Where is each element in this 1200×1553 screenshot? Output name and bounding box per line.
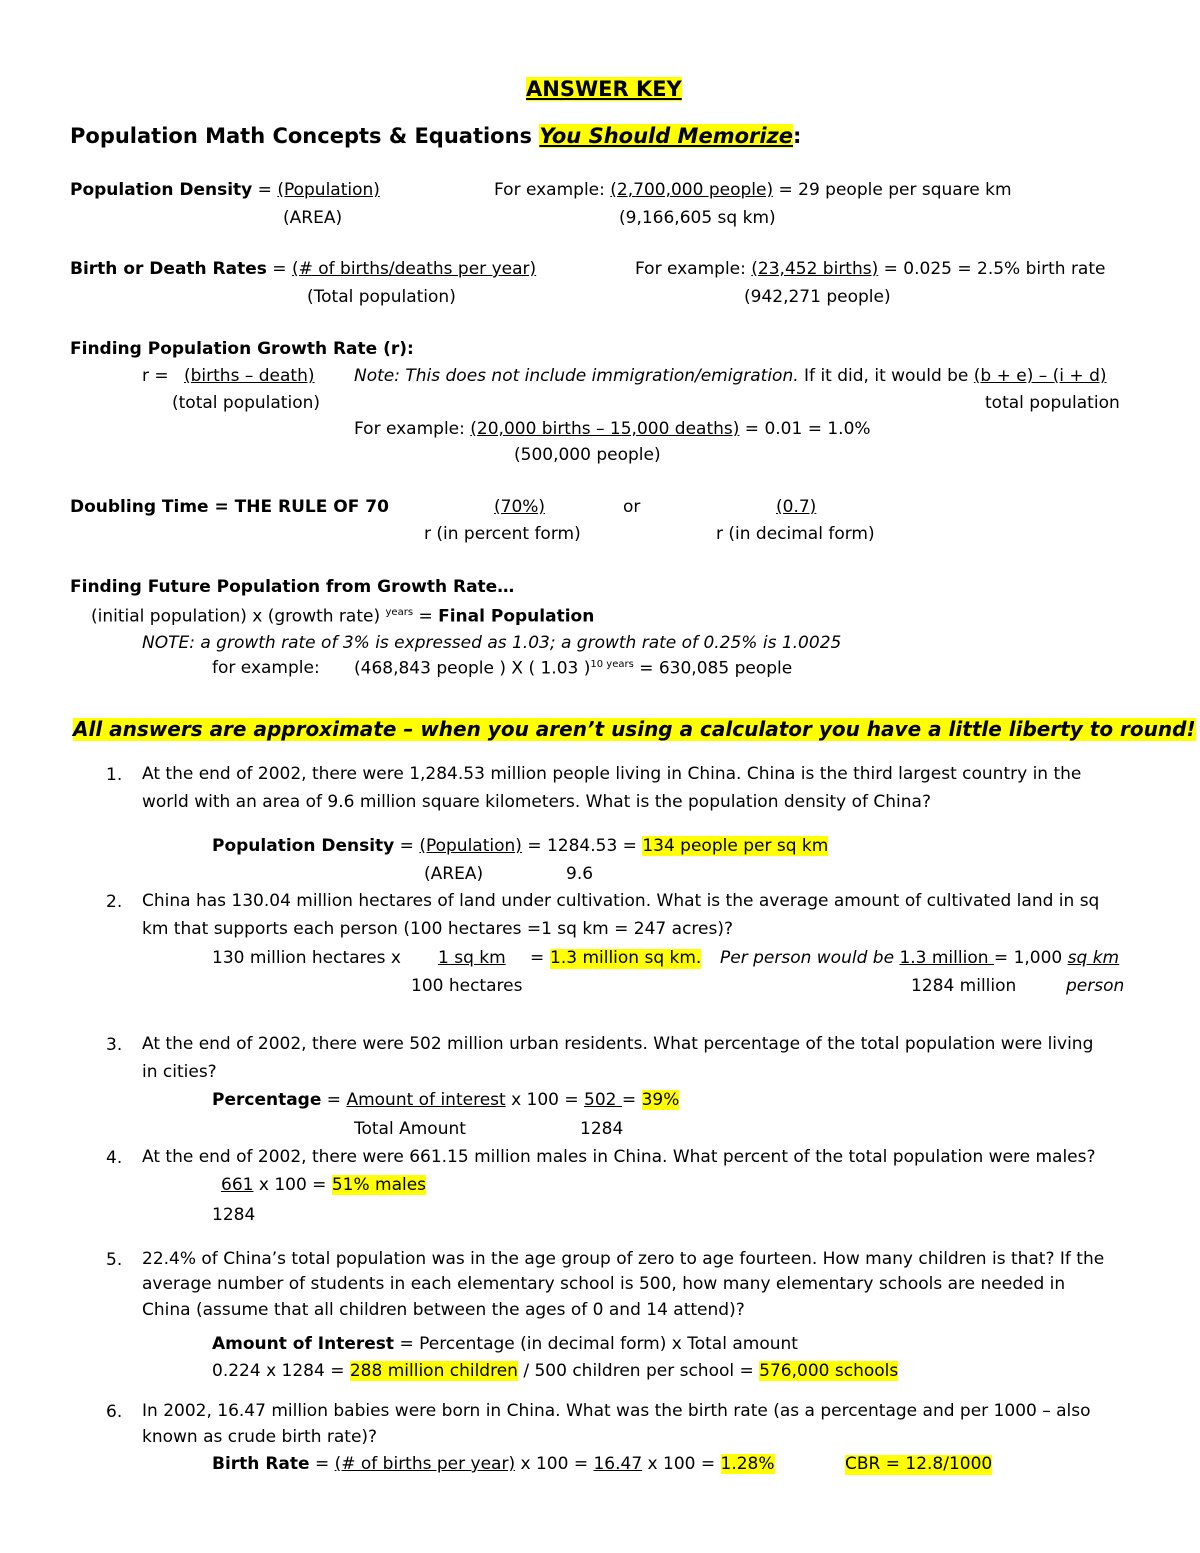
q3-denominator: Total Amount	[354, 1119, 466, 1139]
q3-answer-line	[212, 1091, 679, 1111]
q4-numerator: 661	[221, 1175, 254, 1195]
future-ex-a: (468,843 people ) X ( 1.03 )	[354, 658, 591, 679]
density-denominator: (AREA)	[283, 208, 343, 228]
q4-line1: At the end of 2002, there were 661.15 million males in China. What percent of the total population were males?	[142, 1147, 1096, 1167]
q2-per-unit: sq km	[1067, 948, 1120, 968]
q3-line1: At the end of 2002, there were 502 million urban residents. What percentage of the total population were living	[142, 1034, 1094, 1054]
density-label: Population Density	[70, 180, 253, 200]
q5-answer2: 576,000 schools	[759, 1361, 899, 1381]
q2-per-prefix: Per person would be	[720, 948, 900, 968]
q2-line1: China has 130.04 million hectares of land under cultivation. What is the average amount of cultivated land in sq	[142, 891, 1100, 911]
q2-per-denominator2: person	[1066, 976, 1125, 996]
future-ex-result: = 630,085 people	[633, 658, 793, 679]
q1-mid: = 1284.53 =	[521, 836, 643, 856]
q6-mid2: x 100 =	[642, 1454, 721, 1474]
q2-calc-a: 130 million hectares x	[212, 948, 401, 968]
heading-colon: :	[793, 124, 802, 148]
doubling-den1: r (in percent form)	[424, 524, 581, 544]
rates-ex-result: = 0.025 = 2.5% birth rate	[878, 259, 1106, 279]
q2-number: 2.	[106, 892, 123, 912]
q6-mid: x 100 =	[515, 1454, 594, 1474]
approximate-banner: All answers are approximate – when you aren’t using a calculator you have a little liberty to round!	[73, 717, 1196, 741]
density-formula	[70, 181, 380, 201]
q5-line1: 22.4% of China’s total population was in the age group of zero to age fourteen. How many children is that? If the	[142, 1249, 1105, 1269]
heading-emphasis: You Should Memorize	[539, 124, 794, 148]
q6-eq: =	[309, 1454, 335, 1474]
growth-ex-prefix: For example:	[354, 419, 471, 439]
q2-answer: 1.3 million sq km.	[550, 948, 702, 968]
doubling-num1: (70%)	[494, 497, 546, 517]
growth-ex-result: = 0.01 = 1.0%	[739, 419, 871, 439]
future-ex-sup: 10 years	[590, 659, 634, 670]
growth-denominator: (total population)	[172, 393, 321, 413]
rates-eq: =	[266, 259, 292, 279]
q6-line2: known as crude birth rate)?	[142, 1427, 378, 1447]
growth-example	[354, 420, 871, 440]
doubling-label: Doubling Time = THE RULE OF 70	[70, 497, 389, 517]
density-eq: =	[252, 180, 278, 200]
q3-denominator2: 1284	[580, 1119, 624, 1139]
growth-ex-numerator: (20,000 births – 15,000 deaths)	[470, 419, 740, 439]
q6-answer2: CBR = 12.8/1000	[845, 1454, 993, 1474]
q3-number: 3.	[106, 1035, 123, 1055]
q3-answer: 39%	[641, 1090, 680, 1110]
future-formula	[91, 607, 594, 627]
density-example	[494, 181, 1012, 201]
future-formula-a: (initial population) x (growth rate)	[91, 606, 381, 627]
future-formula-eq: =	[413, 606, 439, 627]
rates-label: Birth or Death Rates	[70, 259, 267, 279]
future-note: NOTE: a growth rate of 3% is expressed as 1.03; a growth rate of 0.25% is 1.0025	[142, 633, 842, 653]
q6-answer1: 1.28%	[720, 1454, 775, 1474]
growth-label: Finding Population Growth Rate (r):	[70, 339, 414, 359]
growth-note-tail: If it did, it would be	[798, 366, 974, 386]
q6-label: Birth Rate	[212, 1454, 310, 1474]
q1-denominator2: 9.6	[566, 864, 594, 884]
q4-mid: x 100 =	[253, 1175, 332, 1195]
q6-numerator2: 16.47	[593, 1454, 643, 1474]
doubling-den2: r (in decimal form)	[716, 524, 875, 544]
doubling-num2: (0.7)	[776, 497, 817, 517]
q6-line1: In 2002, 16.47 million babies were born in China. What was the birth rate (as a percentage and per 1000 – also	[142, 1401, 1091, 1421]
q5-line3: China (assume that all children between the ages of 0 and 14 attend)?	[142, 1300, 745, 1320]
rates-numerator: (# of births/deaths per year)	[291, 259, 537, 279]
q2-per-numerator: 1.3 million	[899, 948, 994, 968]
q1-denominator: (AREA)	[424, 864, 484, 884]
growth-alt-denominator: total population	[985, 393, 1120, 413]
q1-answer: 134 people per sq km	[642, 836, 829, 856]
q3-eq2: =	[621, 1090, 642, 1110]
q5-formula	[212, 1335, 798, 1355]
q2-line2: km that supports each person (100 hectares =1 sq km = 247 acres)?	[142, 919, 733, 939]
q5-line2: average number of students in each elementary school is 500, how many elementary schools are needed in	[142, 1274, 1066, 1294]
q3-eq: =	[321, 1090, 347, 1110]
q1-line1: At the end of 2002, there were 1,284.53 million people living in China. China is the third largest country in the	[142, 764, 1082, 784]
density-ex-denominator: (9,166,605 sq km)	[619, 208, 776, 228]
future-formula-result: Final Population	[438, 606, 595, 627]
rates-example	[635, 260, 1105, 280]
q5-formula-text: = Percentage (in decimal form) x Total amount	[394, 1334, 798, 1354]
q2-per-denominator: 1284 million	[911, 976, 1017, 996]
q1-number: 1.	[106, 765, 123, 785]
density-ex-numerator: (2,700,000 people)	[610, 180, 774, 200]
q4-answer-line	[221, 1176, 426, 1196]
rates-ex-denominator: (942,271 people)	[744, 287, 891, 307]
q3-numerator: Amount of interest	[346, 1090, 506, 1110]
q5-label: Amount of Interest	[212, 1334, 395, 1354]
growth-note-italic: Note: This does not include immigration/emigration.	[354, 366, 799, 386]
section-heading	[70, 124, 801, 148]
q4-denominator: 1284	[212, 1205, 256, 1225]
q6-numerator: (# of births per year)	[334, 1454, 516, 1474]
future-label: Finding Future Population from Growth Rate…	[70, 577, 515, 597]
q3-line2: in cities?	[142, 1062, 217, 1082]
future-ex-prefix: for example:	[212, 658, 320, 678]
q3-label: Percentage	[212, 1090, 322, 1110]
q3-mid: x 100 =	[505, 1090, 585, 1110]
q2-calc-denominator: 100 hectares	[411, 976, 523, 996]
density-numerator: (Population)	[277, 180, 380, 200]
density-ex-prefix: For example:	[494, 180, 611, 200]
q5-answer1: 288 million children	[349, 1361, 518, 1381]
rates-ex-prefix: For example:	[635, 259, 752, 279]
q3-numerator2: 502	[584, 1090, 622, 1110]
q5-number: 5.	[106, 1250, 123, 1270]
q6-number: 6.	[106, 1402, 123, 1422]
q5-calc	[212, 1362, 898, 1382]
growth-r-eq: r =	[142, 366, 169, 386]
q5-calc-a: 0.224 x 1284 =	[212, 1361, 350, 1381]
q2-calc-eq: =	[530, 948, 545, 968]
rates-denominator: (Total population)	[307, 287, 456, 307]
q1-numerator: (Population)	[419, 836, 522, 856]
q2-calc-numerator: 1 sq km	[438, 948, 506, 968]
growth-note	[354, 367, 1107, 387]
future-years: years	[385, 607, 414, 618]
rates-formula	[70, 260, 536, 280]
q6-answer-line	[212, 1455, 775, 1475]
q2-per-eq: = 1,000	[993, 948, 1068, 968]
density-ex-result: = 29 people per square km	[773, 180, 1012, 200]
q1-answer-line	[212, 837, 828, 857]
q1-eq: =	[394, 836, 420, 856]
page-title: ANSWER KEY	[526, 77, 682, 101]
q5-calc-b: / 500 children per school =	[517, 1361, 760, 1381]
future-example	[354, 659, 792, 679]
growth-ex-denominator: (500,000 people)	[514, 445, 661, 465]
q2-per-person	[720, 949, 1119, 969]
growth-alt-numerator: (b + e) – (i + d)	[973, 366, 1107, 386]
q1-label: Population Density	[212, 836, 395, 856]
q1-line2: world with an area of 9.6 million square kilometers. What is the population density of China?	[142, 792, 931, 812]
q4-answer: 51% males	[331, 1175, 427, 1195]
heading-main: Population Math Concepts & Equations	[70, 124, 540, 148]
q4-number: 4.	[106, 1148, 123, 1168]
doubling-or: or	[623, 497, 641, 517]
growth-numerator: (births – death)	[184, 366, 315, 386]
rates-ex-numerator: (23,452 births)	[751, 259, 879, 279]
